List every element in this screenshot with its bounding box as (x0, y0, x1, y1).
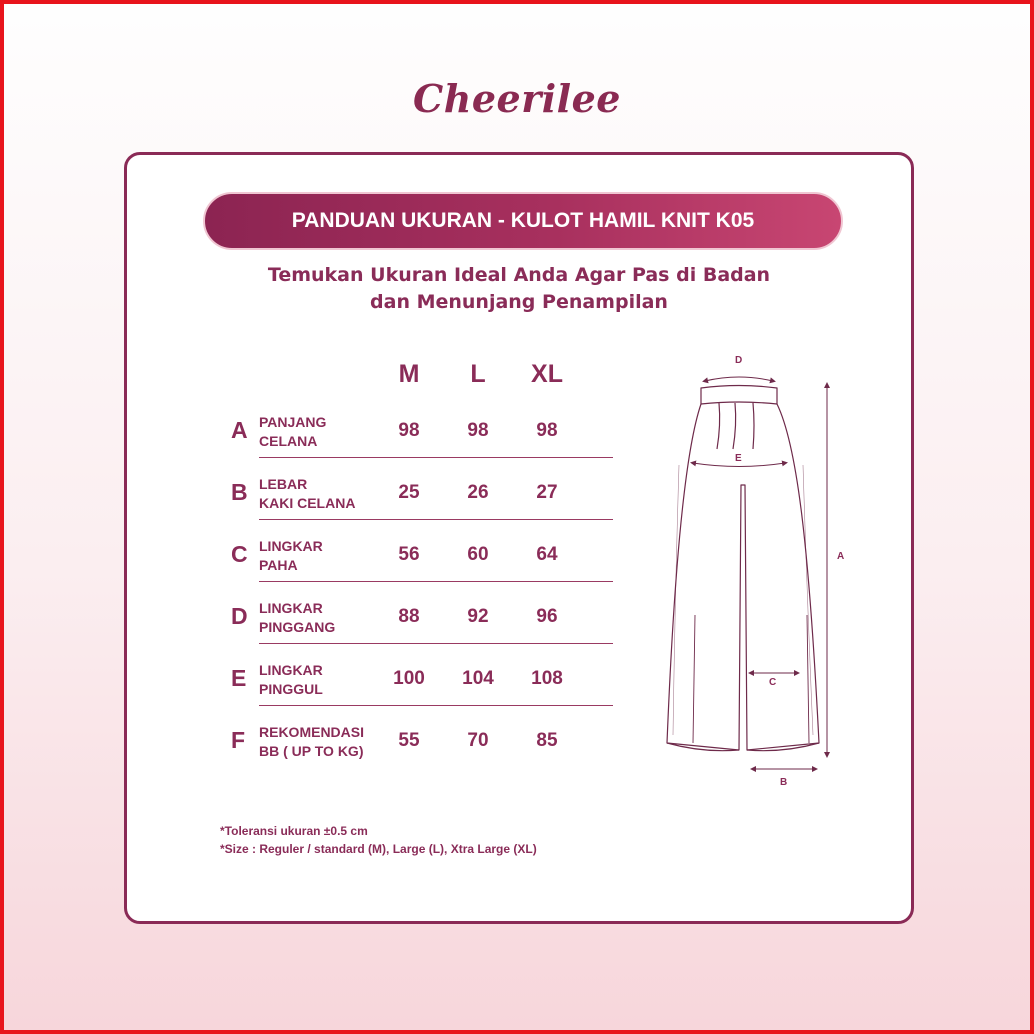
value-l: 26 (467, 482, 489, 503)
subtitle (127, 262, 911, 316)
row-label (259, 661, 323, 699)
row-label (259, 599, 335, 637)
size-header-l: L (470, 360, 486, 388)
value-xl: 96 (536, 606, 558, 627)
row-label-line: PINGGANG (259, 619, 336, 635)
table-row (127, 525, 617, 587)
row-divider (259, 643, 613, 644)
value-l: 60 (467, 544, 489, 565)
row-label-line: CELANA (259, 433, 318, 449)
row-label-line: KAKI CELANA (259, 495, 356, 511)
row-divider (259, 705, 613, 706)
table-row (127, 649, 617, 711)
row-letter: A (231, 417, 248, 443)
row-label-line: BB ( UP TO KG) (259, 743, 364, 759)
value-l: 70 (467, 730, 489, 751)
culottes-illustration (657, 345, 857, 795)
value-m: 25 (398, 482, 420, 503)
diagram-label-c: C (769, 677, 777, 688)
value-l: 104 (462, 668, 494, 689)
diagram-label-e: E (735, 453, 742, 464)
value-xl: 27 (536, 482, 558, 503)
diagram-label-a: A (837, 551, 845, 562)
value-m: 98 (398, 420, 420, 441)
value-xl: 85 (536, 730, 558, 751)
note-tolerance: *Toleransi ukuran ±0.5 cm (220, 824, 368, 838)
row-label-line: LINGKAR (259, 662, 323, 678)
culottes-diagram (657, 345, 857, 795)
banner-title: PANDUAN UKURAN - KULOT HAMIL KNIT K05 (203, 192, 843, 250)
row-label-line: REKOMENDASI (259, 724, 365, 740)
subtitle-line-1: Temukan Ukuran Ideal Anda Agar Pas di Badan (267, 264, 771, 286)
table-row (127, 587, 617, 649)
row-label-line: LINGKAR (259, 538, 323, 554)
row-label (259, 413, 326, 451)
diagram-label-d: D (735, 355, 743, 366)
value-xl: 64 (536, 544, 558, 565)
value-m: 56 (398, 544, 420, 565)
row-letter: D (231, 603, 248, 629)
row-divider (259, 581, 613, 582)
value-l: 92 (467, 606, 489, 627)
row-label-line: LINGKAR (259, 600, 323, 616)
row-label (259, 475, 355, 513)
diagram-label-b: B (780, 777, 788, 788)
note-sizes: *Size : Reguler / standard (M), Large (L), Xtra Large (XL) (220, 842, 537, 856)
row-label-line: PAHA (259, 557, 298, 573)
value-xl: 108 (531, 668, 563, 689)
row-letter: B (231, 479, 248, 505)
row-label (259, 537, 323, 575)
row-label-line: PANJANG (259, 414, 327, 430)
size-header-m: M (398, 360, 420, 388)
row-letter: E (231, 665, 247, 691)
size-header-xl: XL (531, 360, 563, 388)
row-label-line: PINGGUL (259, 681, 323, 697)
row-label (259, 723, 364, 761)
value-m: 55 (398, 730, 420, 751)
value-m: 100 (393, 668, 425, 689)
row-label-line: LEBAR (259, 476, 308, 492)
value-xl: 98 (536, 420, 558, 441)
row-divider (259, 519, 613, 520)
value-l: 98 (467, 420, 489, 441)
table-row (127, 463, 617, 525)
subtitle-line-2: dan Menunjang Penampilan (370, 291, 668, 313)
table-row (127, 711, 617, 773)
value-m: 88 (398, 606, 420, 627)
row-letter: F (231, 727, 246, 753)
row-divider (259, 457, 613, 458)
notes (220, 822, 537, 858)
table-row (127, 401, 617, 463)
brand-logo: Cheerilee (413, 76, 621, 121)
row-letter: C (231, 541, 248, 567)
size-guide-card (124, 152, 914, 924)
